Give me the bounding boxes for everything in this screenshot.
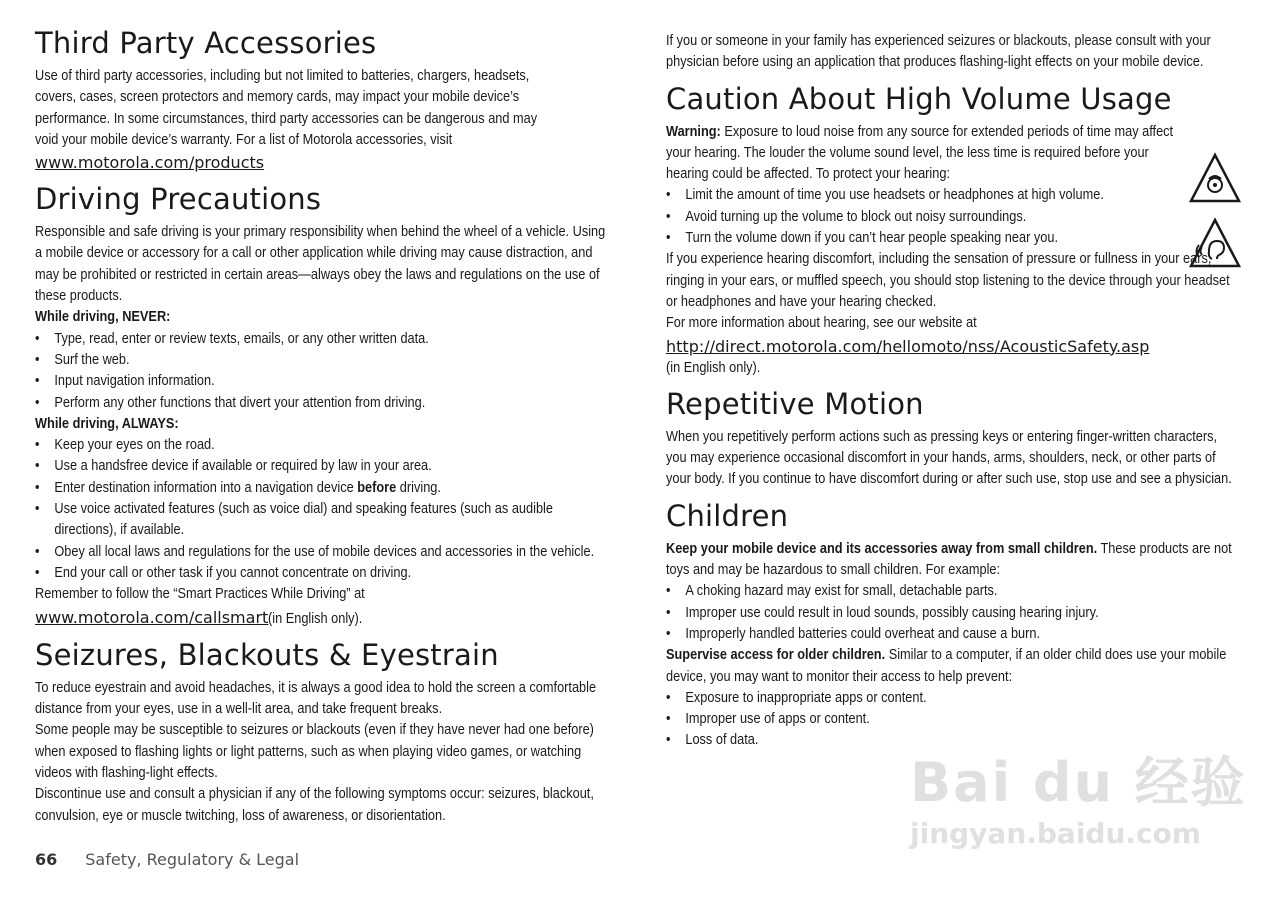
list-item: • Limit the amount of time you use headsets or headphones at high volume.: [666, 185, 1176, 206]
hearing-warning-icon: [1188, 152, 1242, 206]
repetitive-heading: Repetitive Motion: [666, 386, 924, 421]
keep-text: These products are not toys and may be hazardous to small children. For example:: [666, 540, 1232, 579]
never-label: While driving, NEVER:: [35, 309, 171, 326]
children-keep: [666, 539, 1238, 582]
driving-section: [35, 180, 615, 630]
callsmart-suffix: (in English only).: [268, 610, 363, 627]
ear-sound-icon: [1188, 217, 1242, 271]
children-list: [666, 581, 1246, 645]
list-item: • Type, read, enter or review texts, emails, or any other written data.: [35, 329, 545, 350]
seizures-p2: Some people may be susceptible to seizures or blackouts (even if they have never had one before) when exposed to flashing lights or light patterns, such as when playing video games, or watching videos with flashing-light effects.: [35, 722, 594, 782]
callsmart-link[interactable]: www.motorola.com/callsmart: [35, 607, 269, 627]
volume-warning: [666, 122, 1185, 186]
callsmart-line: [35, 606, 615, 630]
list-item: • Turn the volume down if you can’t hear people speaking near you.: [666, 228, 1176, 249]
hearing-icons: [1188, 152, 1242, 271]
third-party-section: [35, 24, 615, 174]
driving-heading: Driving Precautions: [35, 182, 322, 217]
page-number: 66: [35, 850, 58, 869]
list-item: • Obey all local laws and regulations for the use of mobile devices and accessories in the vehicle.: [35, 542, 618, 563]
repetitive-section: [666, 385, 1246, 491]
list-item: • Use voice activated features (such as voice dial) and speaking features (such as audible directions), if available.: [35, 499, 618, 542]
list-item: • Improperly handled batteries could overheat and cause a burn.: [666, 624, 1176, 645]
children-heading: Children: [666, 498, 789, 533]
seizures-heading: Seizures, Blackouts & Eyestrain: [35, 637, 499, 672]
seizure-continued: If you or someone in your family has experienced seizures or blackouts, please consult with your physician before using an application that produces flashing-light effects on your mobile device.: [666, 33, 1211, 71]
list-item: • Loss of data.: [666, 730, 1176, 751]
volume-section: [666, 80, 1246, 379]
list-item: • Use a handsfree device if available or required by law in your area.: [35, 456, 545, 477]
list-item: • Improper use could result in loud sounds, possibly causing hearing injury.: [666, 603, 1176, 624]
warning-text: Exposure to loud noise from any source for extended periods of time may affect your hearing. The louder the volume sound level, the less time is required before your hearing could be affected. To protect your hearing:: [666, 123, 1174, 183]
list-item: • Exposure to inappropriate apps or content.: [666, 688, 1176, 709]
footer-section: Safety, Regulatory & Legal: [85, 850, 300, 869]
acoustic-suffix: (in English only).: [666, 359, 761, 376]
list-item: • Input navigation information.: [35, 371, 545, 392]
right-column: [666, 31, 1246, 752]
acoustic-safety-link[interactable]: http://direct.motorola.com/hellomoto/nss/AcousticSafety.asp: [666, 336, 1150, 356]
children-supervise: [666, 645, 1238, 688]
supervise-bold: Supervise access for older children.: [666, 647, 886, 664]
volume-heading: Caution About High Volume Usage: [666, 81, 1172, 116]
children-section: [666, 497, 1246, 752]
seizures-p1: To reduce eyestrain and avoid headaches, it is always a good idea to hold the screen a comfortable distance from your eyes, use in a well-lit area, and take frequent breaks.: [35, 679, 597, 718]
watermark: [910, 740, 1247, 850]
list-item: • A choking hazard may exist for small, detachable parts.: [666, 581, 1176, 602]
driving-intro: Responsible and safe driving is your primary responsibility when behind the wheel of a vehicle. Using a mobile device or accessory for a call or other application while driving may cause distraction, and may be prohibited or restricted in certain areas—always obey the laws and regulations on the use of these products.: [35, 224, 606, 305]
page-footer: [35, 850, 299, 869]
third-party-heading: Third Party Accessories: [35, 26, 377, 60]
list-item: • Keep your eyes on the road.: [35, 435, 545, 456]
list-item: • Surf the web.: [35, 350, 545, 371]
list-item: [35, 478, 545, 499]
list-text: Enter destination information into a navigation device: [54, 479, 358, 496]
list-text: driving.: [396, 479, 441, 496]
seizures-section: [35, 636, 615, 827]
third-party-body: Use of third party accessories, including but not limited to batteries, chargers, headsets, covers, cases, screen protectors and memory cards, may impact your mobile device’s performance. In some circumstances, third party accessories can be dangerous and may void your mobile device’s warranty. For a list of Motorola accessories, visit: [35, 68, 538, 148]
list-item: • End your call or other task if you cannot concentrate on driving.: [35, 563, 545, 584]
keep-bold: Keep your mobile device and its accessories away from small children.: [666, 540, 1098, 557]
always-label: While driving, ALWAYS:: [35, 415, 179, 432]
list-item: • Perform any other functions that divert your attention from driving.: [35, 393, 545, 414]
remember-text: Remember to follow the “Smart Practices While Driving” at: [35, 586, 365, 603]
supervise-text: Similar to a computer, if an older child does use your mobile device, you may want to monitor their access to help prevent:: [666, 647, 1227, 685]
products-link[interactable]: www.motorola.com/products: [35, 153, 265, 173]
left-column: [35, 24, 615, 827]
seizures-p3: Discontinue use and consult a physician if any of the following symptoms occur: seizures, blackout, convulsion, eye or muscle twitching, loss of awareness, or disorientation.: [35, 786, 594, 824]
warning-label: Warning:: [666, 123, 721, 140]
volume-p2: If you experience hearing discomfort, including the sensation of pressure or fullness in your ears, ringing in your ears, or muffled speech, you should stop listening to the device through your headset or headphones and have your hearing checked.: [666, 251, 1230, 310]
repetitive-body: When you repetitively perform actions such as pressing keys or entering finger-written characters, you may experience occasional discomfort in your hands, arms, shoulders, neck, or other parts of your body. If you continue to have discomfort during or after such use, stop use and see a physician.: [666, 428, 1232, 488]
list-item: • Avoid turning up the volume to block out noisy surroundings.: [666, 207, 1176, 228]
list-item: • Improper use of apps or content.: [666, 709, 1176, 730]
before-emphasis: before: [357, 479, 397, 496]
watermark-logo: Bai du 经验: [910, 751, 1247, 814]
volume-list: [666, 185, 1246, 249]
never-list: [35, 329, 615, 414]
always-list: [35, 435, 615, 584]
watermark-url: jingyan.baidu.com: [910, 817, 1202, 850]
volume-p3: For more information about hearing, see our website at: [666, 315, 977, 332]
